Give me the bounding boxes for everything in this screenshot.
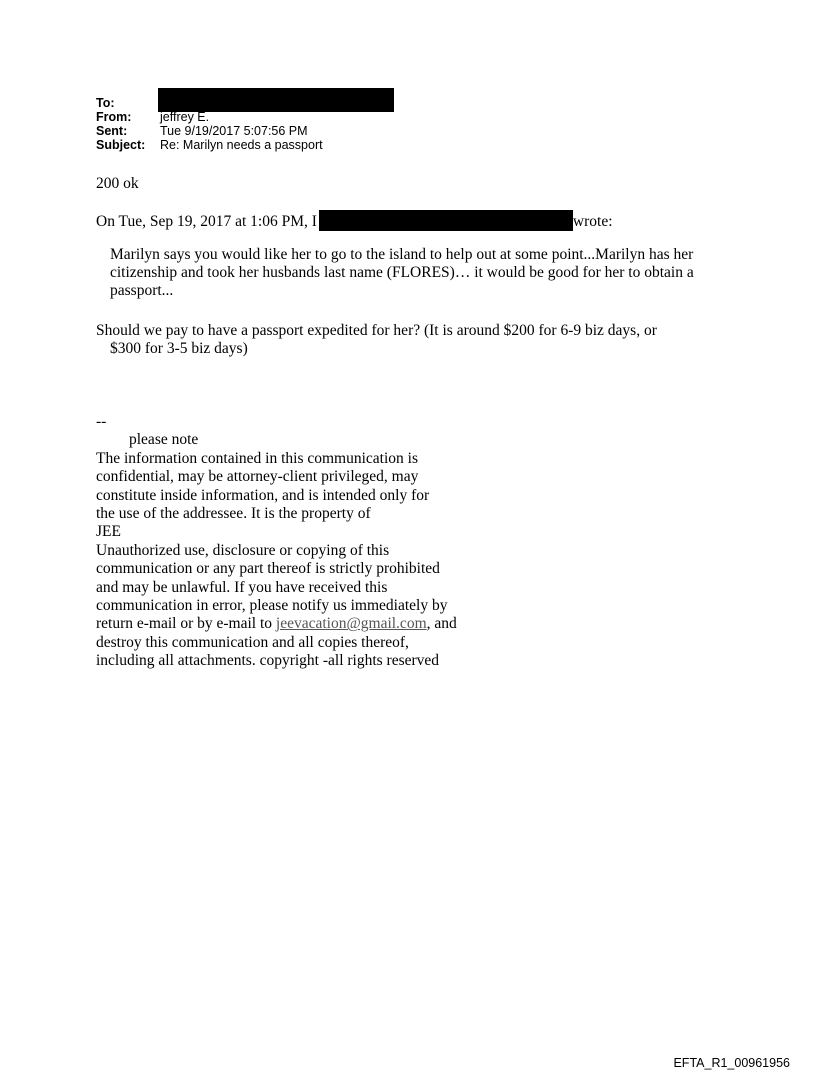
redaction-box-sender [319, 210, 573, 231]
quoted-paragraph-2-line-1: Should we pay to have a passport expedited for her? (It is around $200 for 6-9 biz days, or [96, 322, 657, 339]
email-link[interactable]: jeevacation@gmail.com [275, 615, 427, 633]
signature-separator: -- [96, 413, 107, 430]
header-row-subject [96, 138, 323, 152]
subject-label: Subject: [96, 138, 146, 152]
sent-label: Sent: [96, 124, 128, 138]
signature-email-line [96, 615, 457, 633]
signature-please-note: please note [129, 431, 199, 449]
signature-line: destroy this communication and all copies thereof, [96, 633, 409, 651]
signature-line: the use of the addressee. It is the property of [96, 505, 371, 523]
subject-value: Re: Marilyn needs a passport [160, 138, 323, 152]
signature-line: communication in error, please notify us immediately by [96, 597, 448, 615]
email-signature [96, 413, 457, 671]
quoted-paragraph-2-line-2: $300 for 3-5 biz days) [110, 340, 248, 357]
from-value: jeffrey E. [160, 110, 210, 124]
return-suffix: , and [426, 615, 457, 633]
quoted-paragraph-1: Marilyn says you would like her to go to the island to help out at some point...Marilyn has her citizenship and took her husbands last name (FLORES)… it would be good for her to obtain a passport... [110, 246, 694, 299]
quote-attribution-suffix: wrote: [572, 213, 613, 230]
sent-value: Tue 9/19/2017 5:07:56 PM [160, 124, 308, 138]
header-row-to [96, 96, 323, 110]
signature-line: constitute inside information, and is intended only for [96, 486, 430, 504]
quote-attribution-prefix: On Tue, Sep 19, 2017 at 1:06 PM, I [96, 213, 317, 230]
signature-line: JEE [96, 523, 121, 541]
to-label: To: [96, 96, 115, 110]
header-row-sent [96, 124, 323, 138]
signature-line: communication or any part thereof is strictly prohibited [96, 560, 440, 578]
signature-line: Unauthorized use, disclosure or copying of this [96, 541, 390, 559]
return-prefix: return e-mail or by e-mail to [96, 615, 276, 633]
header-row-from [96, 110, 323, 124]
quote-attribution [96, 210, 613, 231]
reply-text: 200 ok [96, 175, 139, 192]
signature-line: confidential, may be attorney-client privileged, may [96, 468, 419, 486]
signature-line: and may be unlawful. If you have received this [96, 578, 388, 596]
signature-line: The information contained in this communication is [96, 449, 418, 467]
document-id: EFTA_R1_00961956 [673, 1056, 790, 1070]
signature-line: including all attachments. copyright -all rights reserved [96, 652, 440, 670]
email-header [96, 96, 323, 152]
quoted-paragraph-2 [96, 322, 716, 358]
from-label: From: [96, 110, 132, 124]
